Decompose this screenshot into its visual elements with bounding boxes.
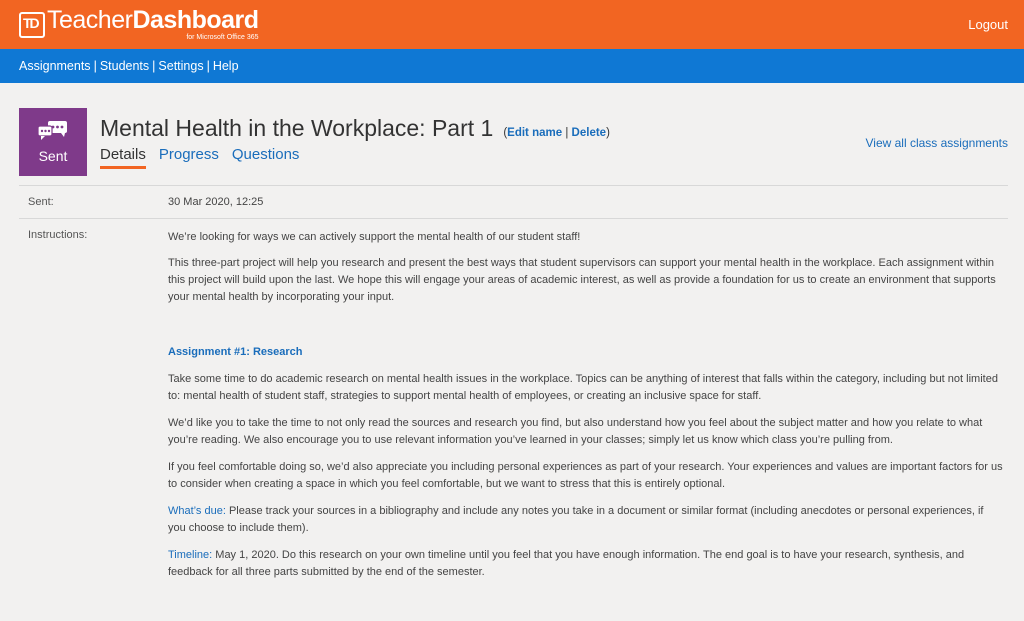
status-tile — [19, 108, 87, 176]
main-content — [0, 108, 1024, 591]
sent-label: Sent: — [28, 196, 54, 208]
brand-logo[interactable] — [19, 8, 259, 41]
tab-details[interactable]: Details — [100, 146, 146, 169]
nav-separator: | — [93, 59, 97, 73]
instructions-paragraph: We’re looking for ways we can actively support the mental health of our student staff! — [168, 231, 581, 243]
nav-separator: | — [206, 59, 210, 73]
assignment-header — [19, 108, 1008, 176]
main-nav — [0, 49, 1024, 83]
assignment-tabs — [100, 146, 610, 169]
nav-help[interactable]: Help — [212, 59, 239, 73]
whats-due-paragraph — [168, 503, 1004, 537]
nav-students[interactable]: Students — [99, 59, 150, 73]
whats-due-text: Please track your sources in a bibliography and include any notes you take in a document or similar format (including anecdotes or personal experiences, if you choose to include them). — [168, 505, 984, 534]
section-paragraph: We’d like you to take the time to not only read the sources and research you find, but also understand how you feel about the subject matter and how you relate to what you’re reading. We also encourage you to use relevant information you’ve learned in your classes; simply let us know which class you’re pulling from. — [168, 417, 983, 446]
top-bar — [0, 0, 1024, 49]
logout-link[interactable]: Logout — [968, 17, 1008, 32]
whats-due-label: What’s due: — [168, 505, 226, 517]
title-actions: (Edit name | Delete) — [503, 127, 610, 139]
edit-name-link[interactable]: Edit name — [507, 127, 563, 139]
status-label: Sent — [38, 148, 68, 164]
timeline-text: May 1, 2020. Do this research on your own timeline until you feel that you have enough information. The end goal is to have your research, synthesis, and feedback for all three parts submitted by the end of the semester. — [168, 549, 965, 578]
chat-bubbles-icon — [37, 120, 69, 142]
nav-assignments[interactable]: Assignments — [19, 59, 91, 73]
brand-subtitle: for Microsoft Office 365 — [186, 34, 259, 41]
view-all-assignments-link[interactable]: View all class assignments — [865, 136, 1008, 150]
section-paragraph: If you feel comfortable doing so, we’d also appreciate you including personal experiences as part of your research. Your experiences and values are important factors for us to consider when creating a space in which you feel comfortable, but we want to stress that this is entirely optional. — [168, 461, 1003, 490]
nav-separator: | — [152, 59, 156, 73]
nav-settings[interactable]: Settings — [158, 59, 204, 73]
timeline-label: Timeline: — [168, 549, 213, 561]
section-paragraph: Take some time to do academic research on mental health issues in the workplace. Topics can be anything of interest that falls within the category, including but not limited to: mental health of student staff, strategies to support mental health of employees, or creating an inclusive space for staff. — [168, 373, 998, 402]
tab-questions[interactable]: Questions — [231, 146, 300, 163]
instructions-body — [168, 229, 1008, 591]
instructions-paragraph: This three-part project will help you research and present the best ways that student supervisors can support your mental health in the workplace. Each assignment within this project will build upon the last. We hope this will engage your areas of academic interest, as well as provide a foundation for us to create an environment that supports your mental health by incorporating your input. — [168, 257, 996, 303]
sent-row — [19, 185, 1008, 218]
sent-value: 30 Mar 2020, 12:25 — [168, 196, 264, 208]
delete-link[interactable]: Delete — [571, 127, 607, 139]
instructions-row — [19, 218, 1008, 591]
timeline-paragraph — [168, 547, 1004, 581]
page-title: Mental Health in the Workplace: Part 1 — [100, 115, 494, 141]
instructions-label: Instructions: — [28, 229, 88, 241]
tab-progress[interactable]: Progress — [158, 146, 219, 163]
section-heading: Assignment #1: Research — [168, 346, 303, 358]
td-logo-icon: TD — [19, 12, 45, 38]
brand-title: TeacherDashboard — [47, 6, 259, 34]
